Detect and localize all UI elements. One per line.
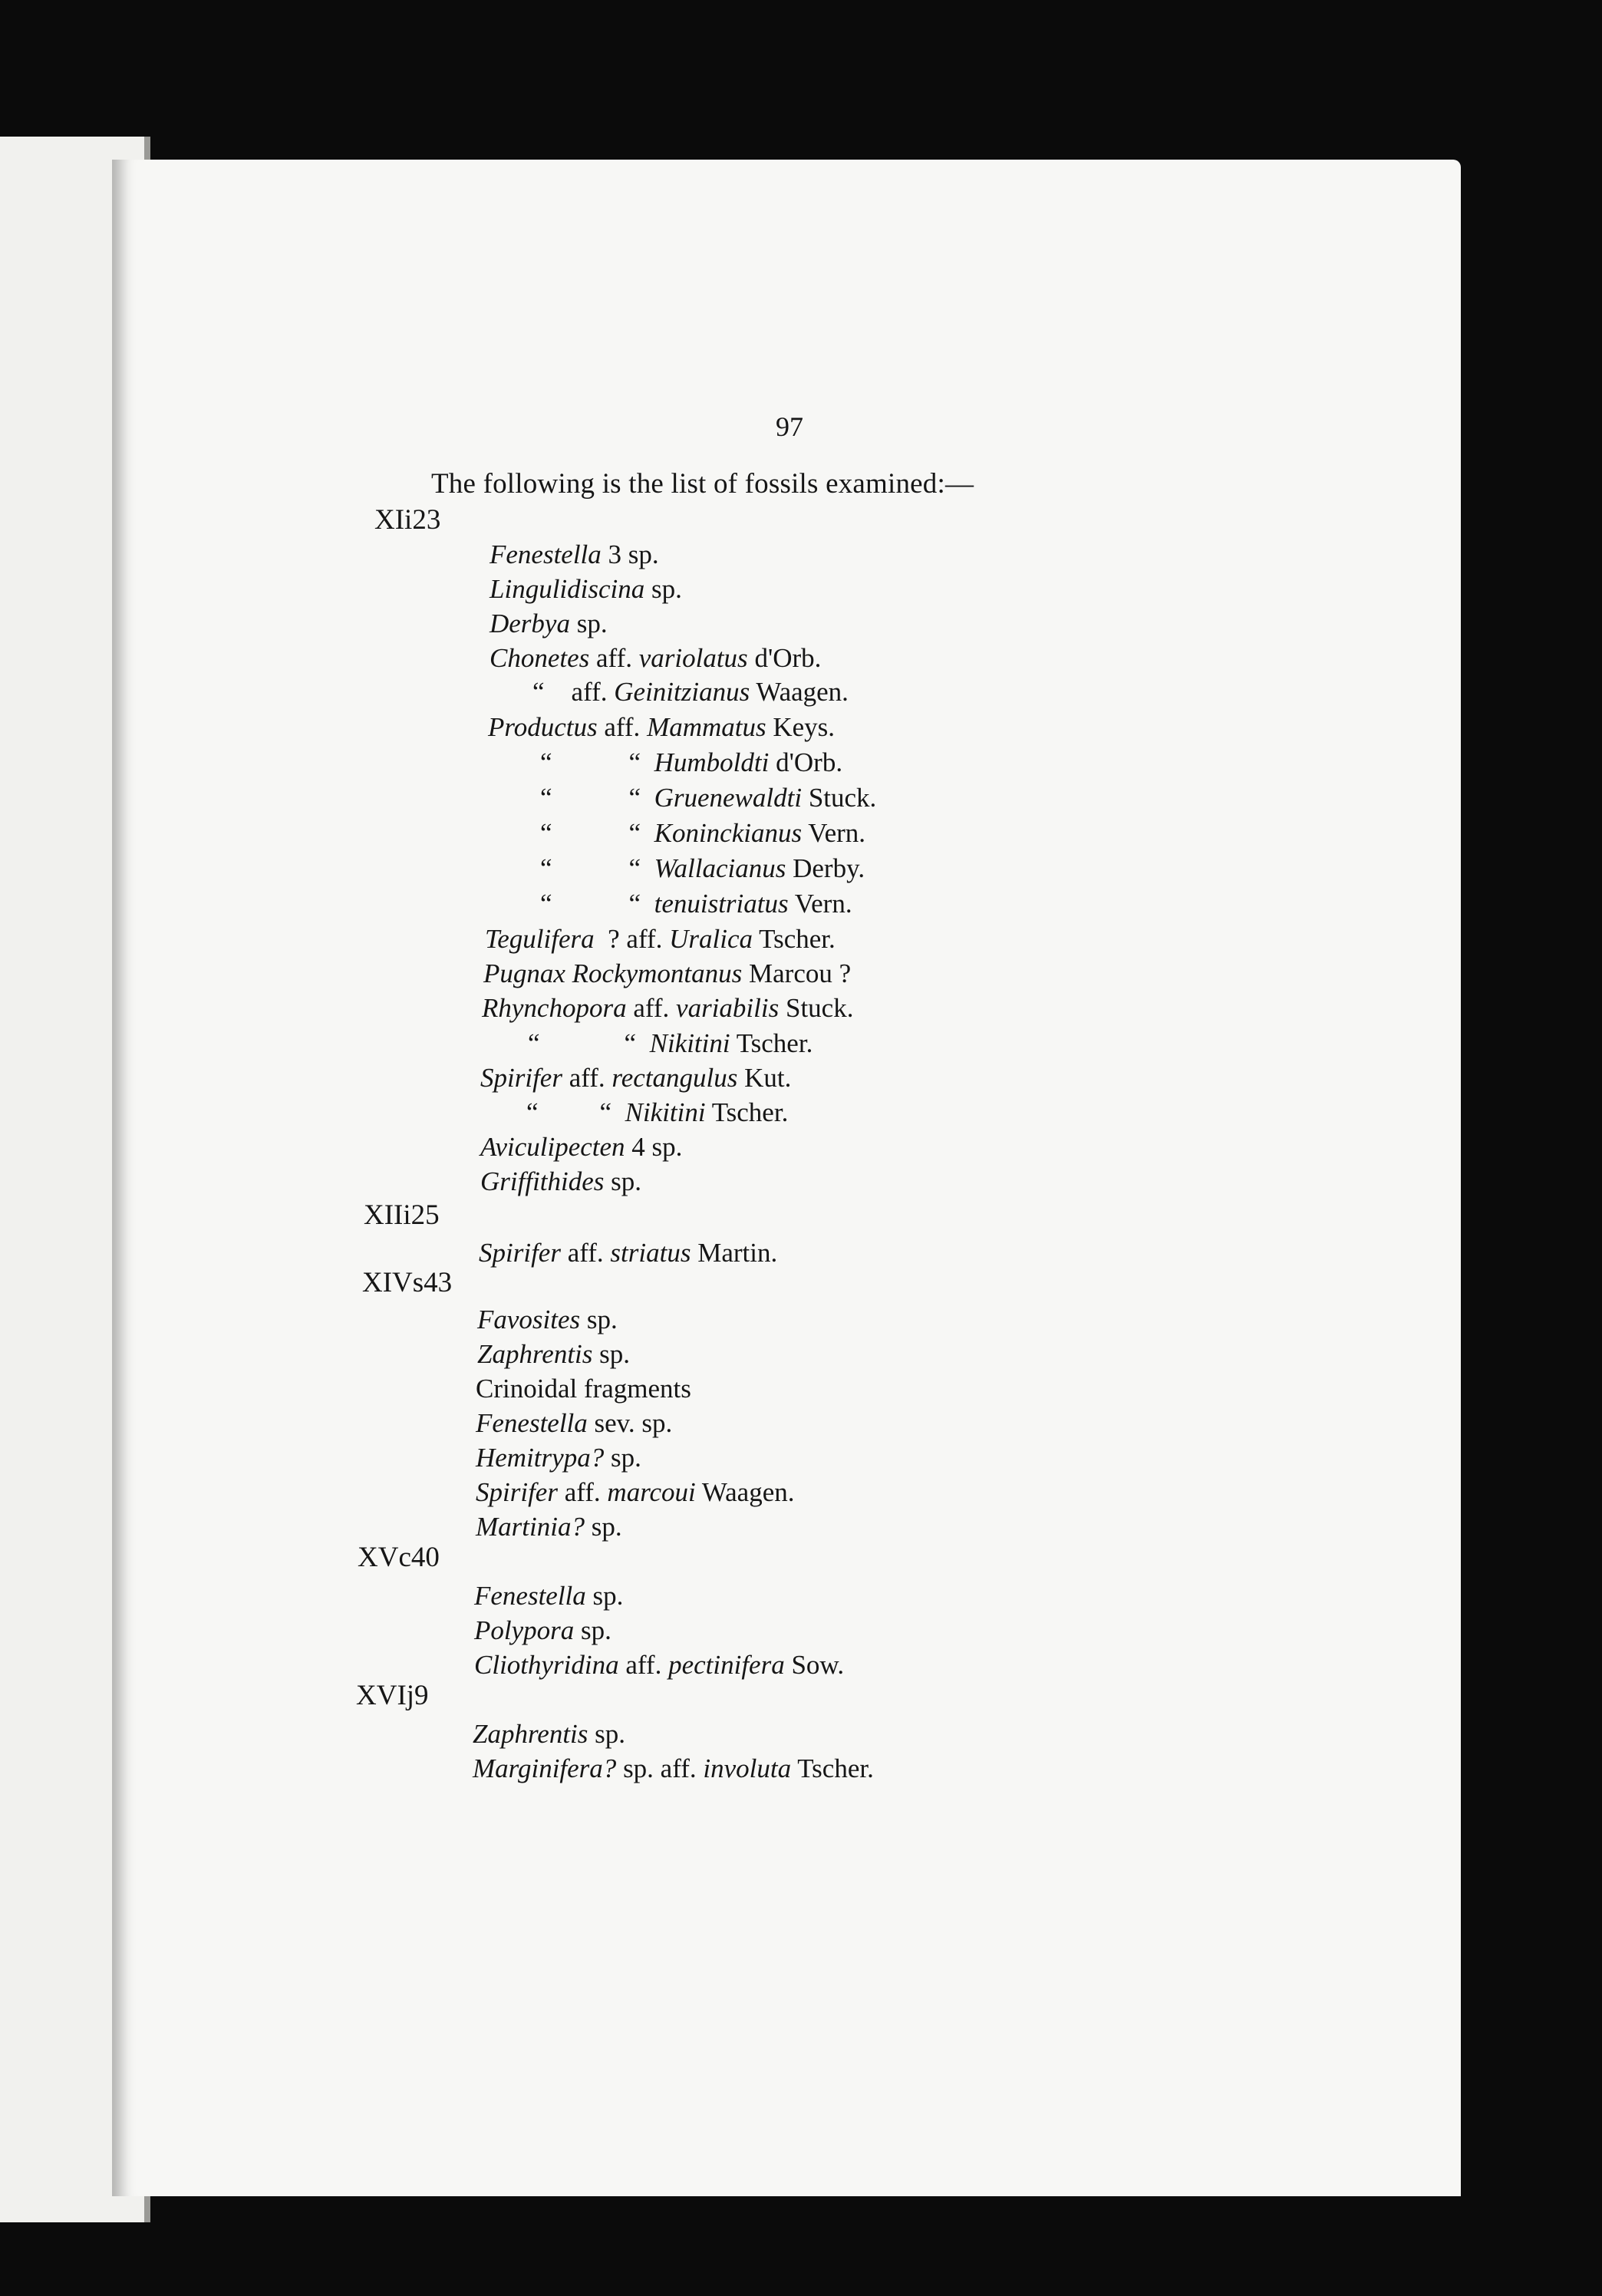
ditto-mark: “ xyxy=(540,783,552,813)
fossil-line: Pugnax Rockymontanus Marcou ? xyxy=(483,958,852,988)
fossil-line: Hemitrypa? sp. xyxy=(476,1443,641,1473)
ditto-mark: “ xyxy=(540,889,552,919)
fossil-line: Spirifer aff. rectangulus Kut. xyxy=(480,1063,792,1093)
fossil-line: “ “ Nikitini Tscher. xyxy=(528,1028,813,1058)
sample-label: XVc40 xyxy=(358,1542,440,1573)
fossil-line: Cliothyridina aff. pectinifera Sow. xyxy=(474,1650,845,1680)
fossil-line: “ “ Gruenewaldti Stuck. xyxy=(540,783,877,813)
ditto-mark: “ xyxy=(628,853,641,883)
fossil-line: Spirifer aff. marcoui Waagen. xyxy=(476,1477,795,1507)
fossil-line: Fenestella sev. sp. xyxy=(476,1408,673,1438)
ditto-mark: “ xyxy=(628,889,641,919)
fossil-line: Polypora sp. xyxy=(474,1615,611,1645)
fossil-line: Martinia? sp. xyxy=(476,1512,622,1542)
fossil-line: Chonetes aff. variolatus d'Orb. xyxy=(490,643,822,673)
sample-label: XIVs43 xyxy=(362,1267,453,1298)
fossil-line: “ aff. Geinitzianus Waagen. xyxy=(532,677,849,707)
fossil-line: Favosites sp. xyxy=(477,1305,618,1334)
fossil-line: Fenestella sp. xyxy=(474,1581,624,1611)
sample-label: XIIi25 xyxy=(364,1199,440,1231)
ditto-mark: “ xyxy=(528,1028,540,1058)
book-page xyxy=(112,160,1461,2196)
sample-label: XIi23 xyxy=(374,504,441,536)
fossil-line: Marginifera? sp. aff. involuta Tscher. xyxy=(473,1753,874,1783)
fossil-line: Tegulifera ? aff. Uralica Tscher. xyxy=(485,924,836,954)
ditto-mark: “ xyxy=(540,853,552,883)
fossil-line: Griffithides sp. xyxy=(480,1166,642,1196)
fossil-line: “ “ tenuistriatus Vern. xyxy=(540,889,852,919)
fossil-line: “ “ Wallacianus Derby. xyxy=(540,853,865,883)
ditto-mark: “ xyxy=(628,747,641,777)
fossil-line: “ “ Nikitini Tscher. xyxy=(526,1097,789,1127)
intro-sentence: The following is the list of fossils examined:— xyxy=(431,468,974,500)
fossil-line: “ “ Humboldti d'Orb. xyxy=(540,747,843,777)
fossil-line: Rhynchopora aff. variabilis Stuck. xyxy=(482,993,854,1023)
fossil-line: Lingulidiscina sp. xyxy=(490,574,682,604)
ditto-mark: “ xyxy=(624,1028,637,1058)
ditto-mark: “ xyxy=(526,1097,539,1127)
fossil-line: Derbya sp. xyxy=(490,609,608,638)
ditto-mark: “ xyxy=(628,818,641,848)
fossil-line: Zaphrentis sp. xyxy=(473,1719,626,1749)
ditto-mark: “ xyxy=(628,783,641,813)
ditto-mark: “ xyxy=(599,1097,612,1127)
fossil-line: Crinoidal fragments xyxy=(476,1374,691,1404)
fossil-line: “ “ Koninckianus Vern. xyxy=(540,818,866,848)
ditto-mark: “ xyxy=(540,747,552,777)
sample-label: XVIj9 xyxy=(356,1680,429,1711)
ditto-mark: “ xyxy=(532,677,545,707)
fossil-line: Zaphrentis sp. xyxy=(477,1339,631,1369)
fossil-line: Aviculipecten 4 sp. xyxy=(480,1132,683,1162)
fossil-line: Spirifer aff. striatus Martin. xyxy=(479,1238,778,1268)
page-number: 97 xyxy=(776,411,803,442)
fossil-line: Fenestella 3 sp. xyxy=(490,539,659,569)
ditto-mark: “ xyxy=(540,818,552,848)
fossil-line: Productus aff. Mammatus Keys. xyxy=(488,712,836,742)
